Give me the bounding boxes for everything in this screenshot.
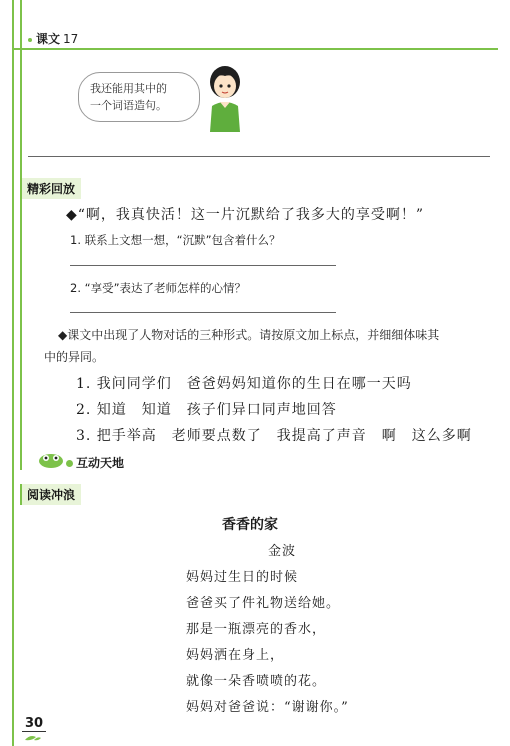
answer-line-sentence	[28, 156, 490, 157]
poem-line-5: 就像一朵香喷喷的花。	[186, 674, 327, 689]
dialogue-item-3: 3. 把手举高 老师要点数了 我提高了声音 啊 这么多啊	[76, 428, 472, 444]
dialogue-item-1: 1. 我问同学们 爸爸妈妈知道你的生日在哪一天吗	[76, 376, 412, 392]
hudong-label-text: 互动天地	[76, 456, 125, 470]
header-rule	[12, 48, 498, 50]
poem-line-1: 妈妈过生日的时候	[186, 570, 299, 585]
leaf-decoration-icon	[24, 734, 42, 742]
bullet-dot	[28, 38, 32, 42]
poem-line-6: 妈妈对爸爸说：“谢谢你。”	[186, 700, 349, 715]
question-1: 1. 联系上文想一想，“沉默”包含着什么？	[70, 233, 281, 247]
margin-line-inner	[20, 0, 22, 470]
poem-title: 香香的家	[222, 517, 278, 533]
girl-illustration-icon	[200, 62, 250, 134]
bubble-line-2: 一个词语造句。	[90, 99, 167, 112]
answer-line-q1	[70, 265, 336, 266]
bubble-line-1: 我还能用其中的	[90, 82, 167, 95]
poem-line-4: 妈妈洒在身上，	[186, 648, 285, 663]
lesson-label: 课文	[36, 32, 61, 46]
quote-text: ◆“啊，我真快活！这一片沉默给了我多大的享受啊！”	[66, 207, 425, 223]
dialogue-item-2: 2. 知道 知道 孩子们异口同声地回答	[76, 402, 337, 418]
margin-line-outer	[12, 0, 14, 746]
question-2: 2. “享受”表达了老师怎样的心情？	[70, 281, 247, 295]
section-label-jingcai: 精彩回放	[20, 178, 81, 199]
poem-line-2: 爸爸买了件礼物送给她。	[186, 596, 341, 611]
section-label-yuedu: 阅读冲浪	[20, 484, 81, 505]
section-label-hudong	[66, 454, 124, 471]
lesson-number: 17	[63, 32, 79, 46]
page-number: 30	[22, 716, 46, 732]
instruction-line-1: ◆课文中出现了人物对话的三种形式。请按原文加上标点，并细细体味其	[58, 328, 440, 342]
bullet-dot	[66, 460, 73, 467]
instruction-line-2: 中的异同。	[44, 350, 105, 364]
answer-line-q2	[70, 312, 336, 313]
bubble-text	[90, 80, 190, 114]
poem-author: 金波	[268, 544, 297, 559]
frog-eyes-icon	[38, 452, 64, 468]
lesson-tab	[28, 30, 78, 47]
poem-line-3: 那是一瓶漂亮的香水，	[186, 622, 327, 637]
